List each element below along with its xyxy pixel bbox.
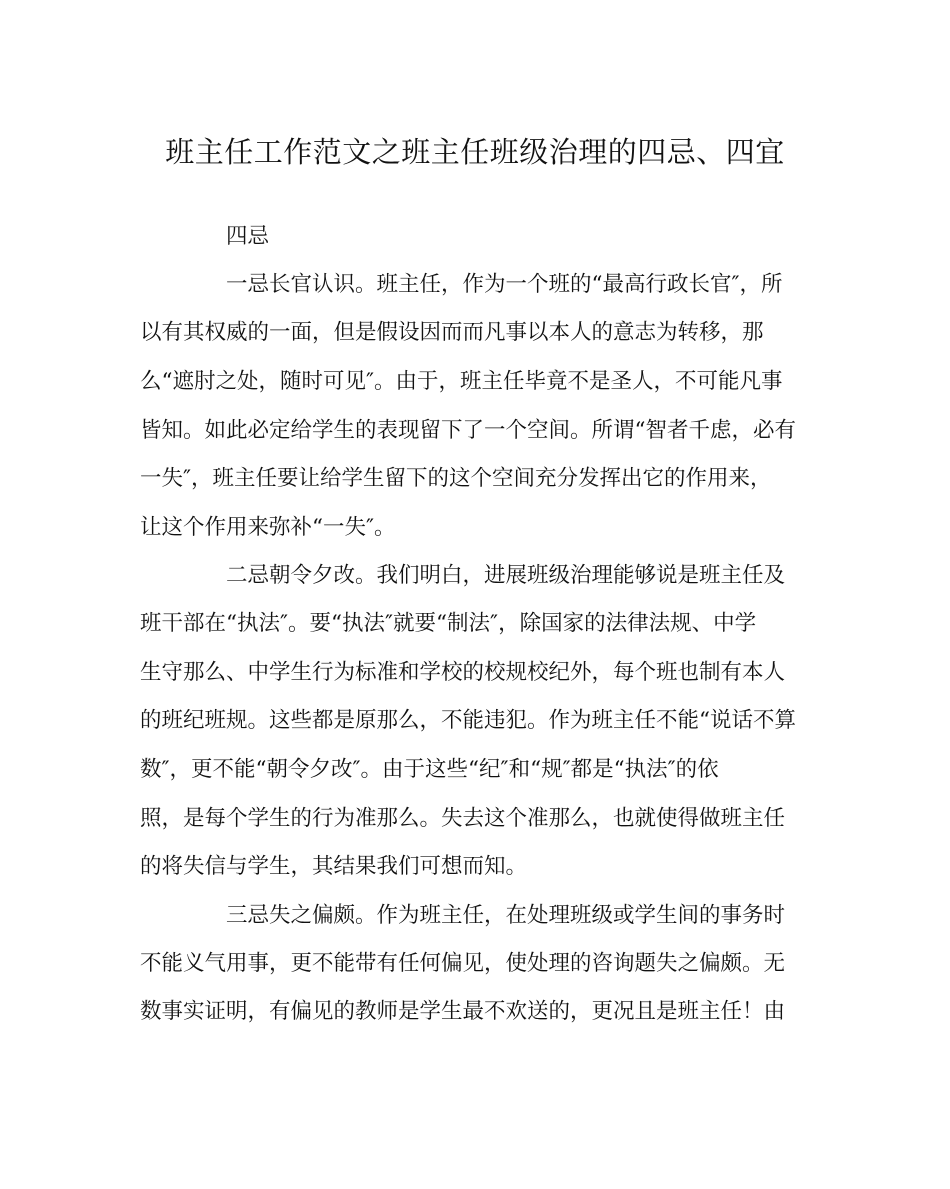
- paragraph-1-line-3: 么“遮肘之处，随时可见″。由于，班主任毕竟不是圣人，不可能凡事: [140, 369, 783, 394]
- paragraph-1-line-2: 以有其权威的一面，但是假设因而而凡事以本人的意志为转移，那: [140, 320, 764, 345]
- paragraph-2-line-6: 照，是每个学生的行为准那么。失去这个准那么，也就使得做班主任: [140, 806, 786, 831]
- paragraph-1-line-5: 一失″，班主任要让给学生留下的这个空间充分发挥出它的作用来，: [140, 466, 772, 491]
- paragraph-2-line-2: 班干部在“执法″。要“执法″就要“制法″，除国家的法律法规、中学: [140, 611, 757, 636]
- paragraph-3-line-2: 不能义气用事，更不能带有任何偏见，使处理的咨询题失之偏颇。无: [140, 951, 786, 976]
- document-title: 班主任工作范文之班主任班级治理的四忌、四宜: [165, 135, 785, 169]
- section-heading: 四忌: [226, 224, 270, 249]
- paragraph-2-line-4: 的班纪班规。这些都是原那么，不能违犯。作为班主任不能“说话不算: [140, 708, 796, 733]
- paragraph-1-line-6: 让这个作用来弥补“一失″。: [140, 515, 396, 540]
- paragraph-3-line-1: 三忌失之偏颇。作为班主任，在处理班级或学生间的事务时: [226, 903, 786, 928]
- paragraph-2-line-3: 生守那么、中学生行为标准和学校的校规校纪外，每个班也制有本人: [140, 660, 786, 685]
- paragraph-2-line-7: 的将失信与学生，其结果我们可想而知。: [140, 854, 528, 879]
- paragraph-2-line-1: 二忌朝令夕改。我们明白，进展班级治理能够说是班主任及: [226, 563, 786, 588]
- paragraph-1-line-4: 皆知。如此必定给学生的表现留下了一个空间。所谓“智者千虑，必有: [140, 418, 796, 443]
- paragraph-1-line-1: 一忌长官认识。班主任，作为一个班的“最高行政长官″，所: [226, 272, 783, 297]
- paragraph-2-line-5: 数″，更不能“朝令夕改″。由于这些“纪″和“规″都是“执法″的依: [140, 757, 719, 782]
- paragraph-3-line-3: 数事实证明，有偏见的教师是学生最不欢送的，更况且是班主任！由: [140, 999, 786, 1024]
